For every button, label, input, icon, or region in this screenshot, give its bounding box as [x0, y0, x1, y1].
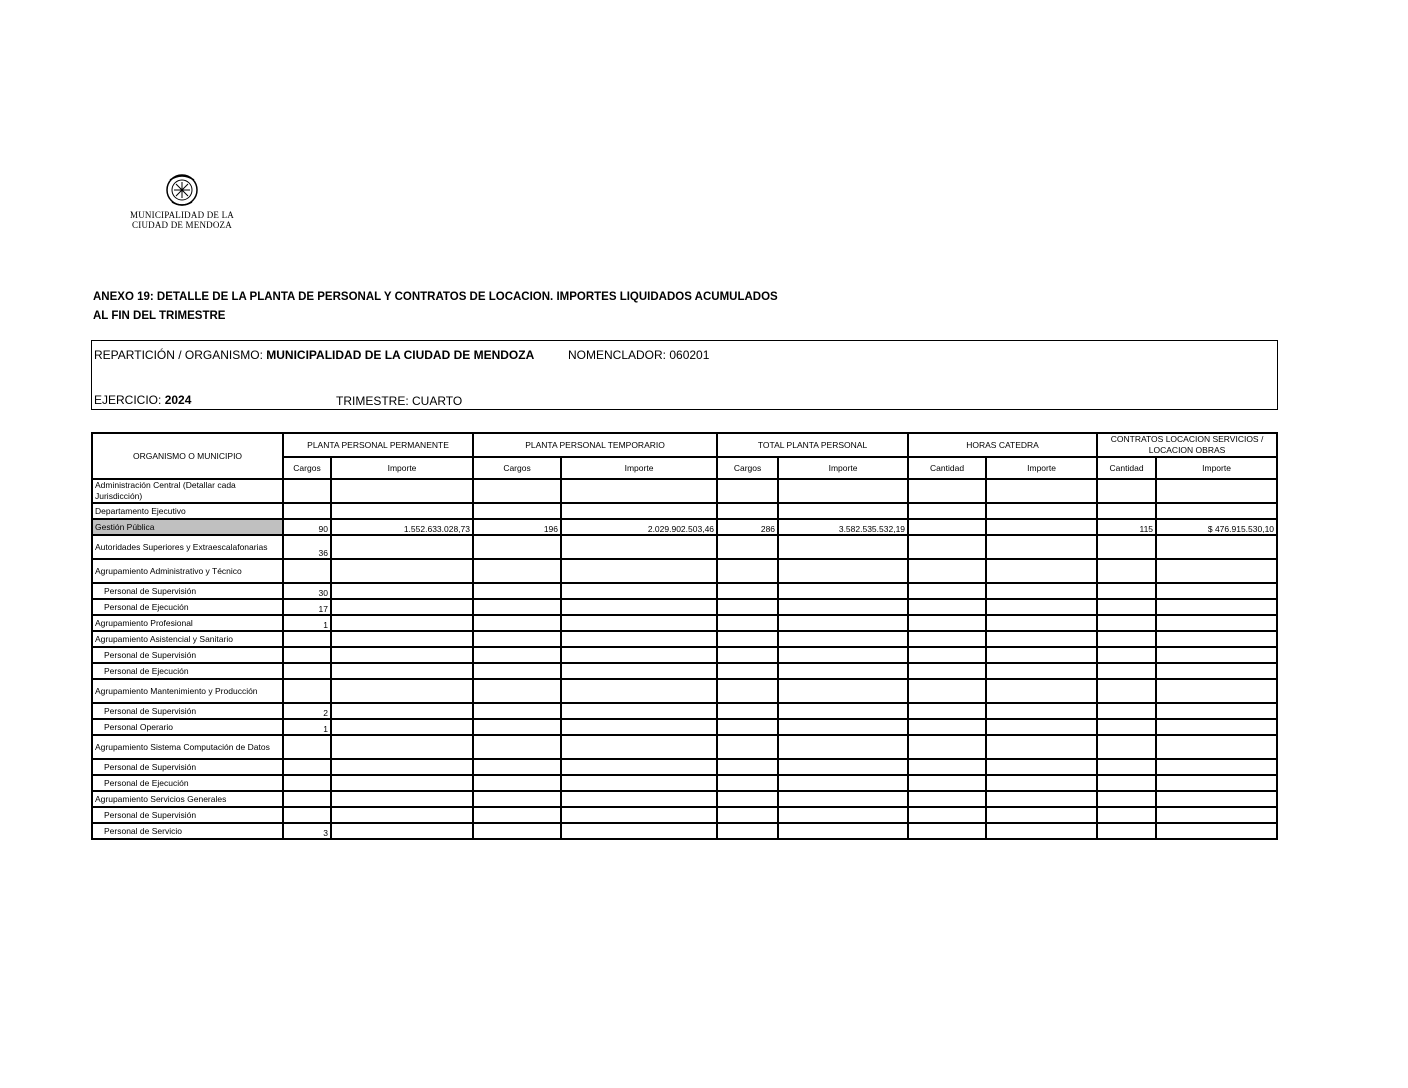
table-cell	[717, 663, 778, 679]
table-cell	[986, 791, 1097, 807]
table-cell	[717, 647, 778, 663]
table-cell	[908, 791, 986, 807]
table-cell	[986, 807, 1097, 823]
table-cell	[561, 559, 717, 583]
row-label: Autoridades Superiores y Extraescalafonarias	[92, 535, 283, 559]
table-cell	[473, 735, 561, 759]
table-row	[92, 703, 1277, 719]
table-cell	[473, 679, 561, 703]
table-cell	[778, 823, 908, 839]
table-cell	[908, 735, 986, 759]
table-cell	[561, 703, 717, 719]
table-row	[92, 583, 1277, 599]
table-cell	[717, 703, 778, 719]
info-box	[91, 340, 1278, 410]
table-cell	[908, 775, 986, 791]
header-total-planta: TOTAL PLANTA PERSONAL	[717, 433, 908, 457]
table-cell	[1156, 775, 1277, 791]
table-cell: 286	[717, 519, 778, 535]
table-cell	[986, 703, 1097, 719]
table-cell	[473, 631, 561, 647]
table-row	[92, 559, 1277, 583]
table-cell	[717, 503, 778, 519]
table-cell	[561, 759, 717, 775]
row-label: Personal Operario	[92, 719, 283, 735]
table-cell	[331, 679, 473, 703]
table-cell	[986, 647, 1097, 663]
header-planta-permanente: PLANTA PERSONAL PERMANENTE	[283, 433, 473, 457]
table-cell	[986, 599, 1097, 615]
ejercicio-value: 2024	[164, 393, 192, 407]
table-cell	[717, 583, 778, 599]
reparticion-field	[94, 348, 534, 362]
logo-text-line2: CIUDAD DE MENDOZA	[132, 220, 232, 230]
row-label: Personal de Ejecución	[92, 775, 283, 791]
table-cell	[331, 583, 473, 599]
table-body	[92, 479, 1277, 839]
nomenclador-field: NOMENCLADOR: 060201	[568, 348, 710, 362]
table-cell	[778, 807, 908, 823]
table-cell	[561, 631, 717, 647]
table-row	[92, 679, 1277, 703]
table-cell	[283, 775, 331, 791]
table-cell	[1097, 479, 1156, 503]
table-cell	[331, 535, 473, 559]
table-cell	[1156, 615, 1277, 631]
table-cell	[908, 519, 986, 535]
table-cell	[473, 663, 561, 679]
table-cell	[473, 703, 561, 719]
row-label: Personal de Ejecución	[92, 599, 283, 615]
table-cell	[283, 647, 331, 663]
table-cell	[908, 631, 986, 647]
table-cell	[986, 479, 1097, 503]
table-cell	[473, 823, 561, 839]
table-cell: 36	[283, 535, 331, 559]
table-cell	[908, 599, 986, 615]
table-cell	[717, 775, 778, 791]
table-cell	[986, 719, 1097, 735]
table-cell	[473, 599, 561, 615]
table-cell	[1156, 719, 1277, 735]
table-cell	[1097, 631, 1156, 647]
table-cell	[908, 663, 986, 679]
table-cell	[986, 535, 1097, 559]
table-cell	[283, 791, 331, 807]
table-cell	[1156, 479, 1277, 503]
table-cell	[331, 791, 473, 807]
table-cell	[283, 503, 331, 519]
table-cell	[473, 479, 561, 503]
table-cell	[331, 823, 473, 839]
table-cell	[986, 775, 1097, 791]
table-cell	[561, 535, 717, 559]
table-cell	[473, 759, 561, 775]
row-label: Personal de Supervisión	[92, 807, 283, 823]
header-horas-catedra: HORAS CATEDRA	[908, 433, 1097, 457]
table-cell	[717, 559, 778, 583]
table-cell	[1097, 615, 1156, 631]
table-cell	[778, 615, 908, 631]
ejercicio-field	[94, 393, 191, 407]
table-cell	[778, 703, 908, 719]
subheader-cell: Importe	[986, 457, 1097, 479]
subheader-cell: Cargos	[717, 457, 778, 479]
table-cell	[1156, 559, 1277, 583]
subheader-cell: Importe	[1156, 457, 1277, 479]
table-cell	[986, 631, 1097, 647]
subheader-cell: Cargos	[473, 457, 561, 479]
table-cell: 3.582.535.532,19	[778, 519, 908, 535]
row-label: Agrupamiento Asistencial y Sanitario	[92, 631, 283, 647]
table-cell	[283, 631, 331, 647]
table-cell: $ 476.915.530,10	[1156, 519, 1277, 535]
table-cell	[1156, 759, 1277, 775]
table-cell	[908, 647, 986, 663]
table-cell	[717, 719, 778, 735]
logo-text-line1: MUNICIPALIDAD DE LA	[130, 210, 234, 220]
table-cell	[331, 479, 473, 503]
row-label: Agrupamiento Servicios Generales	[92, 791, 283, 807]
table-cell	[908, 719, 986, 735]
table-cell	[473, 791, 561, 807]
table-cell: 3	[283, 823, 331, 839]
table-cell	[778, 583, 908, 599]
row-label: Agrupamiento Profesional	[92, 615, 283, 631]
table-cell	[908, 583, 986, 599]
trimestre-field: TRIMESTRE: CUARTO	[336, 394, 463, 408]
subheader-cell: Cantidad	[908, 457, 986, 479]
table-cell	[331, 663, 473, 679]
table-cell	[1097, 663, 1156, 679]
subheader-cell: Importe	[561, 457, 717, 479]
header-organismo: ORGANISMO O MUNICIPIO	[92, 433, 283, 479]
table-cell	[986, 735, 1097, 759]
table-cell	[908, 703, 986, 719]
table-cell	[1156, 791, 1277, 807]
table-cell	[717, 679, 778, 703]
ejercicio-label: EJERCICIO:	[94, 393, 165, 407]
table-cell	[717, 807, 778, 823]
table-cell	[717, 615, 778, 631]
table-cell	[561, 719, 717, 735]
table-cell	[561, 479, 717, 503]
table-cell	[473, 719, 561, 735]
table-cell: 17	[283, 599, 331, 615]
table-row	[92, 791, 1277, 807]
table-cell	[1156, 823, 1277, 839]
table-cell	[1156, 631, 1277, 647]
row-label: Agrupamiento Sistema Computación de Datos	[92, 735, 283, 759]
table-cell	[778, 663, 908, 679]
table-cell	[986, 823, 1097, 839]
table-cell	[331, 631, 473, 647]
row-label: Departamento Ejecutivo	[92, 503, 283, 519]
table-cell	[986, 583, 1097, 599]
table-cell	[331, 599, 473, 615]
table-cell	[283, 735, 331, 759]
table-cell	[778, 535, 908, 559]
municipality-logo	[122, 170, 242, 234]
table-cell	[1097, 599, 1156, 615]
table-cell	[561, 583, 717, 599]
table-cell	[908, 759, 986, 775]
table-cell	[1097, 679, 1156, 703]
table-cell	[908, 559, 986, 583]
table-cell	[1156, 583, 1277, 599]
table-row	[92, 519, 1277, 535]
table-cell	[778, 559, 908, 583]
table-cell	[778, 647, 908, 663]
header-planta-temporario: PLANTA PERSONAL TEMPORARIO	[473, 433, 717, 457]
header-contratos-locacion: CONTRATOS LOCACION SERVICIOS / LOCACION OBRAS	[1097, 433, 1277, 457]
header-row-groups	[92, 433, 1277, 457]
table-cell	[561, 599, 717, 615]
table-row	[92, 719, 1277, 735]
table-cell	[331, 807, 473, 823]
table-cell	[1097, 791, 1156, 807]
table-cell	[986, 759, 1097, 775]
table-cell	[561, 807, 717, 823]
table-cell	[331, 503, 473, 519]
table-cell: 2	[283, 703, 331, 719]
table-cell	[717, 759, 778, 775]
table-cell	[561, 735, 717, 759]
table-cell	[717, 535, 778, 559]
table-cell	[1156, 679, 1277, 703]
table-cell	[908, 535, 986, 559]
table-cell	[561, 679, 717, 703]
table-cell	[717, 823, 778, 839]
table-cell	[1156, 703, 1277, 719]
row-label: Personal de Ejecución	[92, 663, 283, 679]
coat-of-arms-icon	[162, 170, 202, 210]
table-cell	[331, 759, 473, 775]
table-row	[92, 535, 1277, 559]
document-title-continued: AL FIN DEL TRIMESTRE	[93, 310, 226, 322]
table-cell: 115	[1097, 519, 1156, 535]
table-cell	[1156, 647, 1277, 663]
table-row	[92, 759, 1277, 775]
table-cell	[331, 615, 473, 631]
table-cell	[1097, 759, 1156, 775]
reparticion-value: MUNICIPALIDAD DE LA CIUDAD DE MENDOZA	[266, 348, 535, 362]
table-cell	[717, 631, 778, 647]
table-row	[92, 663, 1277, 679]
table-cell	[473, 615, 561, 631]
row-label: Personal de Supervisión	[92, 647, 283, 663]
table-row	[92, 647, 1277, 663]
table-cell	[561, 775, 717, 791]
table-cell: 30	[283, 583, 331, 599]
table-cell	[1156, 807, 1277, 823]
row-label: Agrupamiento Administrativo y Técnico	[92, 559, 283, 583]
row-label: Agrupamiento Mantenimiento y Producción	[92, 679, 283, 703]
table-cell	[778, 599, 908, 615]
table-cell	[473, 503, 561, 519]
table-cell	[778, 759, 908, 775]
table-cell	[717, 479, 778, 503]
table-row	[92, 823, 1277, 839]
table-cell	[908, 807, 986, 823]
table-cell	[1097, 559, 1156, 583]
document-title: ANEXO 19: DETALLE DE LA PLANTA DE PERSONAL Y CONTRATOS DE LOCACION. IMPORTES LIQUIDADOS ACUMULADOS	[93, 291, 778, 303]
table-cell: 1.552.633.028,73	[331, 519, 473, 535]
row-label: Personal de Supervisión	[92, 759, 283, 775]
table-cell	[561, 791, 717, 807]
table-cell	[331, 719, 473, 735]
table-cell	[778, 775, 908, 791]
table-cell	[986, 503, 1097, 519]
table-cell	[561, 663, 717, 679]
table-cell	[1156, 599, 1277, 615]
table-cell	[1097, 583, 1156, 599]
table-cell	[1156, 735, 1277, 759]
table-cell	[331, 735, 473, 759]
table-cell	[473, 647, 561, 663]
table-row	[92, 631, 1277, 647]
table-cell	[331, 559, 473, 583]
row-label: Administración Central (Detallar cada Jurisdicción)	[92, 479, 283, 503]
row-label: Gestión Pública	[92, 519, 283, 535]
reparticion-label: REPARTICIÓN / ORGANISMO:	[94, 348, 267, 362]
table-cell	[778, 479, 908, 503]
row-label: Personal de Supervisión	[92, 703, 283, 719]
table-row	[92, 735, 1277, 759]
table-cell	[1097, 535, 1156, 559]
table-cell	[331, 647, 473, 663]
table-cell	[778, 791, 908, 807]
table-cell	[908, 679, 986, 703]
table-cell	[1097, 807, 1156, 823]
table-cell	[1156, 503, 1277, 519]
table-row	[92, 775, 1277, 791]
table-cell: 1	[283, 615, 331, 631]
table-cell	[283, 663, 331, 679]
table-cell	[561, 647, 717, 663]
table-row	[92, 479, 1277, 503]
table-row	[92, 615, 1277, 631]
table-cell: 90	[283, 519, 331, 535]
table-cell	[561, 615, 717, 631]
subheader-cell: Cargos	[283, 457, 331, 479]
subheader-cell: Importe	[331, 457, 473, 479]
table-cell	[331, 775, 473, 791]
table-cell	[473, 535, 561, 559]
table-row	[92, 807, 1277, 823]
table-cell	[283, 559, 331, 583]
staff-table	[91, 432, 1278, 840]
table-cell	[717, 735, 778, 759]
table-cell	[986, 679, 1097, 703]
table-cell	[717, 791, 778, 807]
table-cell	[908, 479, 986, 503]
table-row	[92, 599, 1277, 615]
subheader-cell: Cantidad	[1097, 457, 1156, 479]
table-cell	[908, 503, 986, 519]
table-cell	[778, 735, 908, 759]
table-cell	[908, 823, 986, 839]
table-cell	[1097, 503, 1156, 519]
table-cell	[1156, 663, 1277, 679]
table-cell	[283, 759, 331, 775]
table-cell	[908, 615, 986, 631]
table-cell	[331, 703, 473, 719]
table-cell	[986, 663, 1097, 679]
table-cell	[473, 583, 561, 599]
table-cell	[1097, 775, 1156, 791]
table-cell	[986, 615, 1097, 631]
table-cell	[473, 807, 561, 823]
table-cell: 2.029.902.503,46	[561, 519, 717, 535]
table-cell	[1097, 647, 1156, 663]
table-row	[92, 503, 1277, 519]
table-cell	[778, 679, 908, 703]
table-cell	[283, 679, 331, 703]
table-cell	[1097, 703, 1156, 719]
table-cell	[561, 503, 717, 519]
table-cell	[1097, 823, 1156, 839]
table-cell	[717, 599, 778, 615]
table-cell	[473, 559, 561, 583]
table-cell: 196	[473, 519, 561, 535]
table-cell	[561, 823, 717, 839]
table-cell	[986, 559, 1097, 583]
table-cell	[778, 503, 908, 519]
table-cell	[1156, 535, 1277, 559]
table-cell	[473, 775, 561, 791]
table-cell	[283, 479, 331, 503]
table-cell	[1097, 735, 1156, 759]
table-cell	[778, 719, 908, 735]
table-cell	[778, 631, 908, 647]
table-cell	[1097, 719, 1156, 735]
table-cell	[986, 519, 1097, 535]
table-cell	[283, 807, 331, 823]
subheader-cell: Importe	[778, 457, 908, 479]
row-label: Personal de Supervisión	[92, 583, 283, 599]
row-label: Personal de Servicio	[92, 823, 283, 839]
table-cell: 1	[283, 719, 331, 735]
